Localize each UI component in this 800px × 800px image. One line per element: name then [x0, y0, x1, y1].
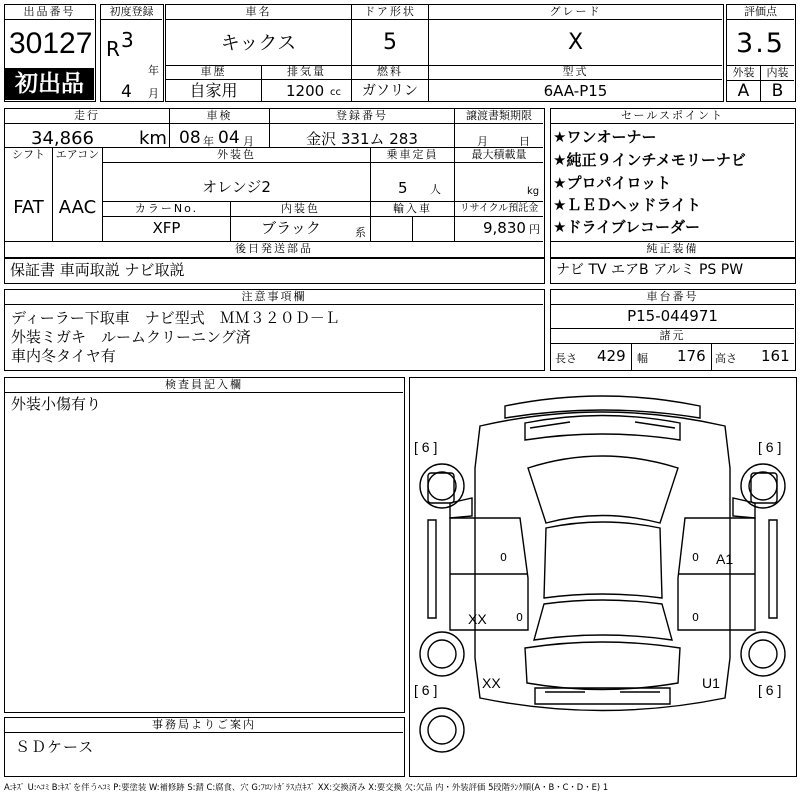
height-label: 高さ: [715, 352, 737, 365]
reg-month: 4: [121, 82, 132, 102]
fuel-label: 燃料: [377, 65, 403, 78]
notes-line: 外装ミガキ ルームクリーニング済: [11, 328, 251, 346]
grade-value: X: [567, 30, 584, 55]
specs-label: 諸元: [659, 329, 686, 342]
mileage-unit: km: [139, 128, 167, 149]
car-info-box: [165, 4, 724, 102]
length-value: 429: [597, 347, 626, 365]
damage-mark-xx: XX: [468, 611, 487, 627]
recycle-value: 9,830: [483, 219, 526, 237]
inspection-year-unit: 年: [203, 135, 214, 148]
sales-point: ★純正９インチメモリーナビ: [553, 151, 746, 169]
grade-label: グレード: [549, 5, 602, 18]
doors-label: ドア形状: [364, 5, 416, 18]
zero-mark: 0: [692, 611, 699, 624]
sales-points-box: [550, 108, 796, 258]
model-value: 6AA-P15: [543, 82, 608, 100]
capacity-unit: 人: [430, 183, 441, 196]
interior-score-label: 内装: [766, 66, 789, 79]
inspection-month: 04: [218, 128, 240, 148]
damage-mark-u1: U1: [702, 675, 720, 691]
car-outline-icon: [410, 378, 795, 775]
exterior-score-label: 外装: [732, 66, 755, 79]
interior-color-value: ブラック: [261, 219, 321, 237]
era: R: [106, 37, 120, 61]
chassis-label: 車台番号: [646, 290, 699, 303]
interior-color-suffix: 系: [355, 226, 366, 239]
car-name-label: 車名: [245, 5, 272, 18]
exterior-color-label: 外装色: [217, 148, 256, 161]
recycle-label: リサイクル預託金: [459, 203, 539, 214]
car-damage-diagram: [409, 377, 797, 777]
office-value: ＳＤケース: [15, 738, 95, 756]
later-parts-box: [4, 258, 545, 284]
capacity-label: 乗車定員: [386, 148, 439, 161]
exterior-score: A: [737, 81, 750, 101]
plate-value: 金沢 331ム 283: [306, 130, 418, 148]
fuel-value: ガソリン: [362, 83, 418, 99]
max-load-label: 最大積載量: [471, 148, 527, 161]
score-value: 3.5: [736, 28, 785, 59]
tire-front-right: [ 6 ]: [758, 439, 782, 455]
office-label: 事務局よりご案内: [152, 718, 256, 731]
chassis-box: [550, 289, 796, 371]
registration-box: [100, 4, 164, 102]
registration-label: 初度登録: [109, 5, 154, 18]
details-box: [4, 108, 545, 258]
notes-line: ディーラー下取車 ナビ型式 ＭＭ３２０Ｄ－Ｌ: [11, 309, 340, 327]
doors-value: 5: [383, 30, 397, 55]
lot-label: 出品番号: [23, 5, 76, 18]
transfer-label: 譲渡書類期限: [466, 109, 532, 122]
score-box: [726, 4, 796, 102]
later-parts-value: 保証書 車両取説 ナビ取説: [10, 261, 185, 279]
displacement-unit: cc: [330, 87, 341, 98]
inspection-year: 08: [179, 128, 201, 148]
office-box: [4, 717, 405, 777]
recycle-unit: 円: [529, 223, 540, 236]
equipment-label: 純正装備: [646, 242, 699, 255]
tire-rear-right: [ 6 ]: [758, 682, 782, 698]
equipment-value: ナビ TV エアB アルミ PS PW: [556, 262, 744, 278]
interior-color-label: 内装色: [281, 202, 320, 215]
inspector-box: [4, 377, 405, 713]
reg-year: 3: [121, 28, 134, 52]
shift-label: シフト: [12, 148, 45, 161]
tire-rear-left: [ 6 ]: [414, 682, 438, 698]
mileage-label: 走行: [74, 109, 100, 122]
max-load-unit: kg: [527, 186, 540, 197]
model-label: 型式: [562, 65, 589, 78]
year-unit: 年: [148, 64, 159, 77]
score-label: 評価点: [744, 5, 777, 18]
history-label: 車歴: [200, 65, 227, 78]
sales-point: ★プロパイロット: [553, 174, 672, 192]
zero-mark: 0: [692, 551, 699, 564]
transfer-day-unit: 日: [519, 135, 530, 148]
displacement-value: 1200: [286, 82, 325, 100]
later-parts-label: 後日発送部品: [235, 242, 313, 255]
damage-mark-xx: XX: [482, 675, 501, 691]
inspection-label: 車検: [206, 109, 233, 122]
chassis-value: P15-044971: [627, 307, 718, 325]
equipment-box: [550, 258, 796, 284]
legend: A:ｷｽﾞ U:ﾍｺﾐ B:ｷｽﾞを伴うﾍｺﾐ P:要塗装 W:補修跡 S:錆 C:腐食、穴 G:ﾌﾛﾝﾄｶﾞﾗｽ点ｷｽﾞ XX:交換済み X:要交換 欠:欠品 内・外装評価 5段階ﾗﾝｸ順(A・B・C・D・E) 1: [4, 783, 609, 792]
sales-point: ★ワンオーナー: [553, 128, 657, 146]
lot-box: [4, 4, 96, 102]
inspector-label: 検査員記入欄: [165, 378, 243, 391]
zero-mark: 0: [500, 551, 507, 564]
ac-label: エアコン: [55, 148, 100, 161]
zero-mark: 0: [516, 611, 523, 624]
ac-value: AAC: [58, 197, 97, 218]
mileage-value: 34,866: [31, 128, 94, 149]
width-label: 幅: [637, 352, 648, 365]
color-no-label: カラーNo.: [134, 202, 199, 215]
inspector-value: 外装小傷有り: [11, 395, 102, 413]
height-value: 161: [761, 347, 790, 365]
capacity-value: 5: [398, 179, 408, 197]
history-value: 自家用: [189, 81, 238, 100]
sales-point: ★ＬＥＤヘッドライト: [553, 196, 701, 214]
notes-box: [4, 289, 545, 371]
width-value: 176: [677, 347, 706, 365]
exterior-color-value: オレンジ2: [202, 178, 271, 196]
color-no-value: XFP: [152, 219, 181, 237]
plate-label: 登録番号: [336, 109, 388, 122]
first-listing-badge: 初出品: [5, 68, 94, 100]
displacement-label: 排気量: [287, 65, 326, 78]
import-label: 輸入車: [393, 202, 432, 215]
shift-value: FAT: [13, 197, 44, 218]
car-name: キックス: [220, 32, 297, 54]
damage-mark-a1: A1: [716, 551, 734, 567]
sales-point: ★ドライブレコーダー: [553, 218, 700, 236]
notes-line: 車内冬タイヤ有: [11, 347, 116, 365]
inspection-month-unit: 月: [243, 135, 254, 148]
length-label: 長さ: [555, 352, 577, 365]
tire-front-left: [ 6 ]: [414, 439, 438, 455]
sales-points-label: セールスポイント: [620, 109, 724, 122]
interior-score: B: [771, 81, 784, 101]
lot-number: 30127: [9, 27, 93, 60]
transfer-month-unit: 月: [477, 135, 488, 148]
notes-label: 注意事項欄: [241, 290, 307, 303]
month-unit: 月: [148, 87, 159, 100]
